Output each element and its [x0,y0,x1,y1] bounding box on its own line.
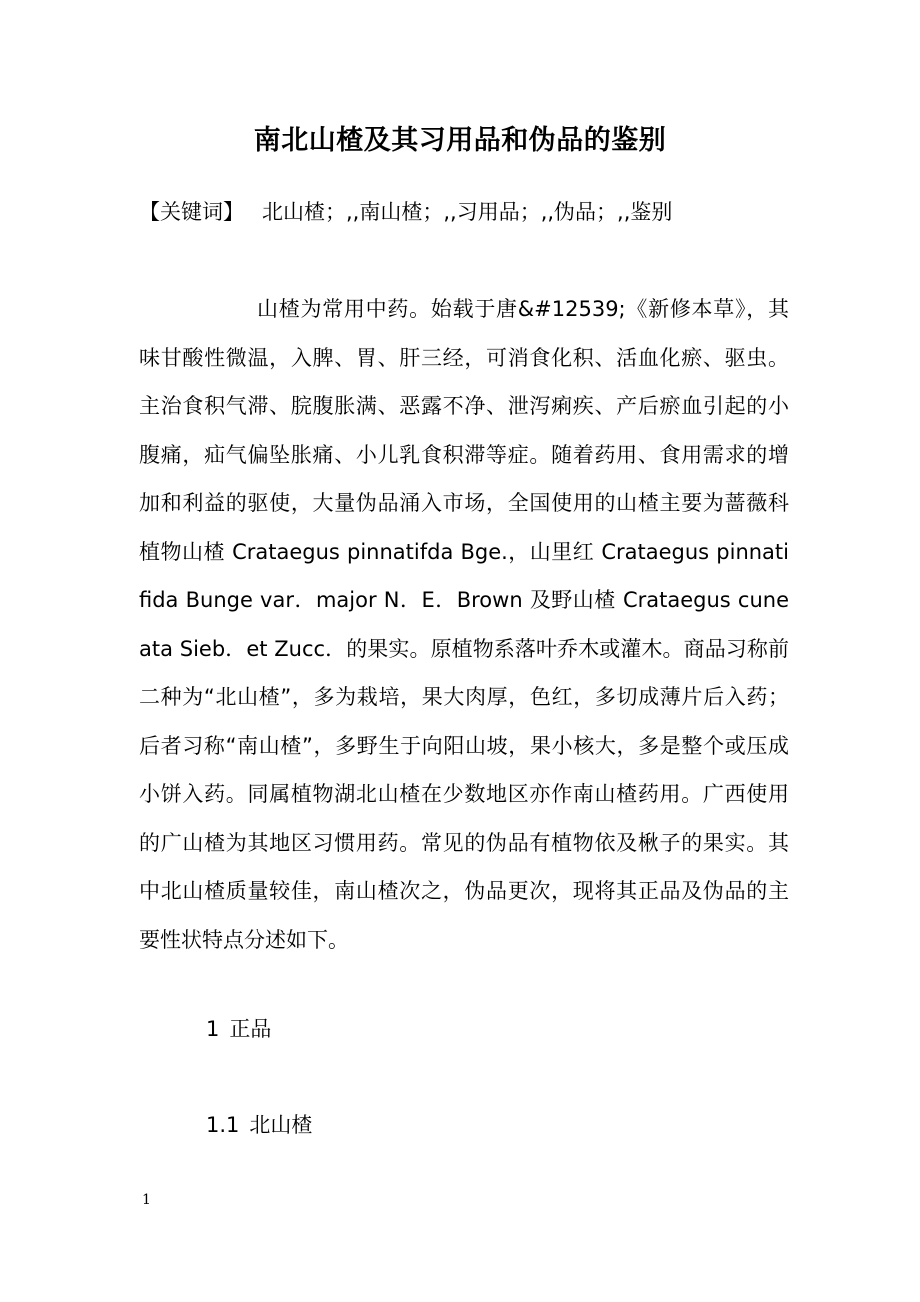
section-heading-1 [206,1013,271,1043]
keywords-line [139,196,799,226]
subsection-label: 北山楂 [249,1113,313,1137]
section-heading-1-1 [206,1109,312,1139]
subsection-number: 1.1 [206,1113,240,1137]
document-title: 南北山楂及其习用品和伪品的鉴别 [253,125,667,156]
section-number: 1 [206,1017,220,1041]
section-label: 正品 [229,1017,272,1041]
keywords-label: 【关键词】 [139,200,244,224]
page-number: 1 [142,1192,151,1208]
body-paragraph: 山楂为常用中药。始载于唐&#12539;《新修本草》，其味甘酸性微温，入脾、胃、肝三经，可消食化积、活血化瘀、驱虫。主治食积气滞、脘腹胀满、恶露不净、泄泻痢疾、产后瘀血引起的小腹痛，疝气偏坠胀痛、小儿乳食积滞等症。随着药用、食用需求的增加和利益的驱使，大量伪品涌入市场，全国使用的山楂主要为蔷薇科植物山楂 Crataegus pinnatifda Bge.，山里红 Crataegus pinnatifida Bunge var．major N．E．Brown 及野山楂 Crataegus cuneata Sieb．et Zucc．的果实。原植物系落叶乔木或灌木。商品习称前二种为“北山楂”，多为栽培，果大肉厚，色红，多切成薄片后入药；后者习称“南山楂”，多野生于向阳山坡，果小核大，多是整个或压成小饼入药。同属植物湖北山楂在少数地区亦作南山楂药用。广西使用的广山楂为其地区习惯用药。常见的伪品有植物依及楸子的果实。其中北山楂质量较佳，南山楂次之，伪品更次，现将其正品及伪品的主要性状特点分述如下。 [139,297,789,952]
keywords-text: 北山楂；,,南山楂；,,习用品；,,伪品；,,鉴别 [262,200,673,224]
